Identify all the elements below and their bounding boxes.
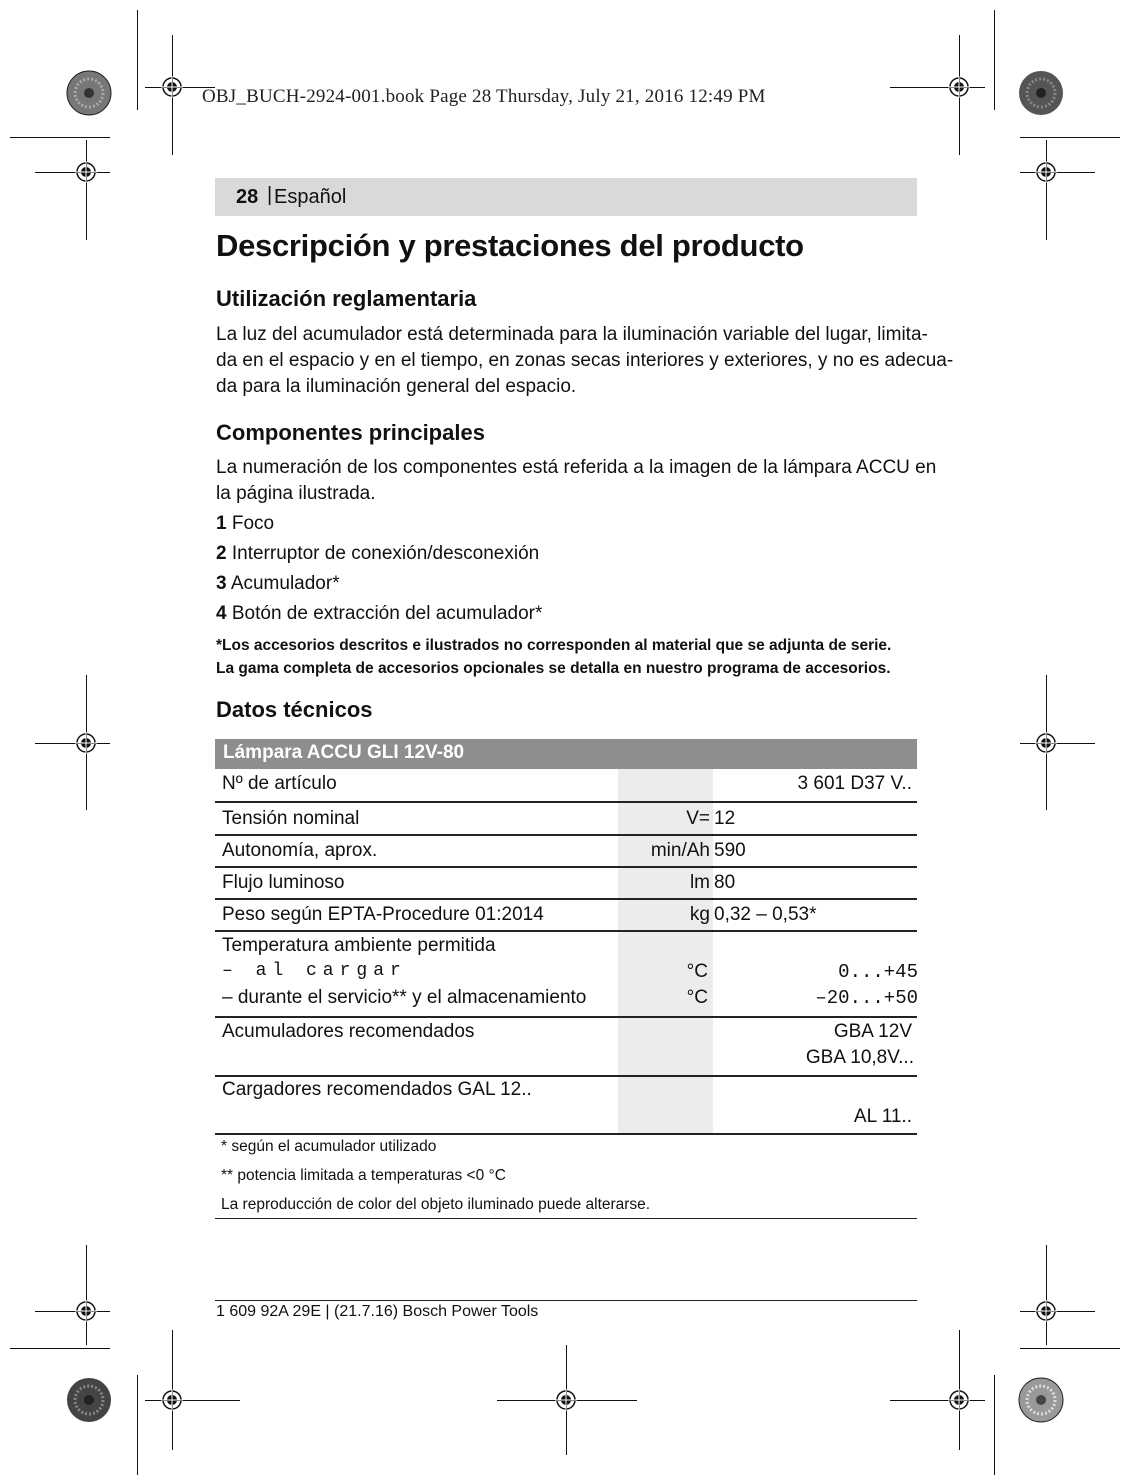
row-label-flux: Flujo luminoso [222, 872, 345, 893]
footnote-rule [215, 1218, 917, 1219]
color-rosette-icon [1018, 70, 1064, 116]
registration-mark-icon [1035, 161, 1057, 183]
crop-line [145, 1400, 240, 1401]
registration-mark-icon [75, 732, 97, 754]
row-label-temperature: Temperatura ambiente permitida [222, 935, 496, 956]
row-value-flux: 80 [714, 872, 736, 893]
registration-mark-icon [948, 1389, 970, 1411]
component-number: 2 [216, 543, 227, 564]
component-label: Foco [231, 513, 275, 534]
components-line: La numeración de los componentes está referida a la imagen de la lámpara ACCU en [216, 457, 937, 478]
row-value-chargers: AL 11.. [853, 1106, 912, 1127]
crop-line [994, 10, 995, 110]
component-label: Botón de extracción del acumulador* [231, 603, 543, 624]
row-rule [215, 866, 917, 868]
registration-mark-icon [1035, 732, 1057, 754]
usage-line: da para la iluminación general del espacio. [216, 376, 577, 397]
color-rosette-icon [66, 70, 112, 116]
row-value-battery-2: GBA 10,8V... [805, 1047, 914, 1068]
footnote: ** potencia limitada a temperaturas <0 °C [221, 1167, 506, 1184]
crop-line [35, 1311, 110, 1312]
row-label-weight: Peso según EPTA-Procedure 01:2014 [222, 904, 544, 925]
registration-mark-icon [1035, 1300, 1057, 1322]
component-item [216, 543, 539, 565]
page-language: Español [274, 186, 347, 208]
crop-line [1046, 140, 1047, 240]
technical-heading: Datos técnicos [216, 697, 373, 722]
row-label-voltage: Tensión nominal [222, 808, 360, 829]
component-item [216, 573, 340, 595]
crop-line [1020, 137, 1120, 138]
color-rosette-icon [1018, 1377, 1064, 1423]
usage-line: da en el espacio y en el tiempo, en zonas secas interiores y exteriores, y no es adecua- [216, 350, 954, 371]
accessories-note-line: La gama completa de accesorios opcionales se detalla en nuestro programa de accesorios. [216, 660, 891, 677]
crop-line [994, 1375, 995, 1475]
component-number: 1 [216, 513, 227, 534]
row-rule [215, 1133, 917, 1135]
row-unit-charging: °C [686, 961, 708, 982]
row-value-battery-1: GBA 12V [833, 1021, 912, 1042]
registration-mark-icon [555, 1389, 577, 1411]
usage-heading: Utilización reglamentaria [216, 286, 477, 311]
components-paragraph [216, 455, 937, 507]
page-title: Descripción y prestaciones del producto [216, 228, 804, 263]
row-unit-weight: kg [689, 904, 710, 925]
row-value-autonomy: 590 [714, 840, 746, 861]
usage-line: La luz del acumulador está determinada para la iluminación variable del lugar, limita- [216, 324, 928, 345]
row-rule [215, 1075, 917, 1077]
book-header: OBJ_BUCH-2924-001.book Page 28 Thursday, July 21, 2016 12:49 PM [202, 86, 766, 107]
crop-line [1020, 743, 1095, 744]
page-footer: 1 609 92A 29E | (21.7.16) Bosch Power Tools [216, 1303, 539, 1320]
row-label-chargers: Cargadores recomendados GAL 12.. [222, 1079, 532, 1100]
component-number: 3 [216, 573, 227, 594]
row-unit-autonomy: min/Ah [650, 840, 710, 861]
crop-line [1020, 1311, 1095, 1312]
registration-mark-icon [161, 76, 183, 98]
row-rule [215, 898, 917, 900]
row-rule [215, 1016, 917, 1018]
crop-line [35, 172, 110, 173]
crop-line [1020, 1348, 1120, 1349]
crop-line [10, 137, 110, 138]
row-value-voltage: 12 [714, 808, 736, 829]
row-value-article: 3 601 D37 V.. [797, 773, 912, 794]
crop-line [890, 87, 985, 88]
crop-line [86, 140, 87, 240]
crop-line [10, 1348, 110, 1349]
row-unit-operation: °C [686, 987, 708, 1008]
registration-mark-icon [75, 161, 97, 183]
crop-line [890, 1400, 985, 1401]
component-number: 4 [216, 603, 227, 624]
row-label-autonomy: Autonomía, aprox. [222, 840, 378, 861]
component-label: Interruptor de conexión/desconexión [231, 543, 540, 564]
row-label-batteries: Acumuladores recomendados [222, 1021, 475, 1042]
components-heading: Componentes principales [216, 420, 485, 445]
row-value-charging: 0...+45 [838, 961, 918, 983]
accessories-note-line: *Los accesorios descritos e ilustrados no corresponden al material que se adjunta de serie. [216, 637, 892, 654]
component-item [216, 603, 542, 625]
row-value-weight: 0,32 – 0,53* [714, 904, 817, 925]
crop-line [1020, 172, 1095, 173]
footnote: La reproducción de color del objeto iluminado puede alterarse. [221, 1196, 651, 1213]
row-unit-flux: lm [689, 872, 710, 893]
row-rule [215, 930, 917, 932]
row-unit-voltage: V= [686, 808, 710, 829]
accessories-note [216, 634, 891, 680]
crop-line [137, 10, 138, 110]
color-rosette-icon [66, 1377, 112, 1423]
components-line: la página ilustrada. [216, 483, 376, 504]
footnote: * según el acumulador utilizado [221, 1138, 437, 1155]
registration-mark-icon [75, 1300, 97, 1322]
row-rule [215, 801, 917, 803]
page-separator: | [267, 184, 273, 206]
table-header [215, 739, 917, 769]
crop-line [137, 1375, 138, 1475]
row-value-operation: –20...+50 [815, 987, 918, 1009]
crop-line [35, 743, 110, 744]
row-rule [215, 834, 917, 836]
registration-mark-icon [948, 76, 970, 98]
crop-line [1046, 1245, 1047, 1345]
row-sublabel-operation: – durante el servicio** y el almacenamiento [222, 987, 587, 1008]
table-title: Lámpara ACCU GLI 12V-80 [223, 742, 465, 763]
usage-paragraph [216, 322, 954, 400]
component-item [216, 513, 274, 535]
registration-mark-icon [161, 1389, 183, 1411]
page-number: 28 [236, 186, 259, 208]
footer-rule [215, 1300, 917, 1301]
component-label: Acumulador* [230, 573, 340, 594]
row-label-article: Nº de artículo [222, 773, 337, 794]
page-header-band [215, 178, 917, 216]
crop-line [86, 1245, 87, 1345]
row-sublabel-charging: – al cargar [222, 961, 407, 981]
